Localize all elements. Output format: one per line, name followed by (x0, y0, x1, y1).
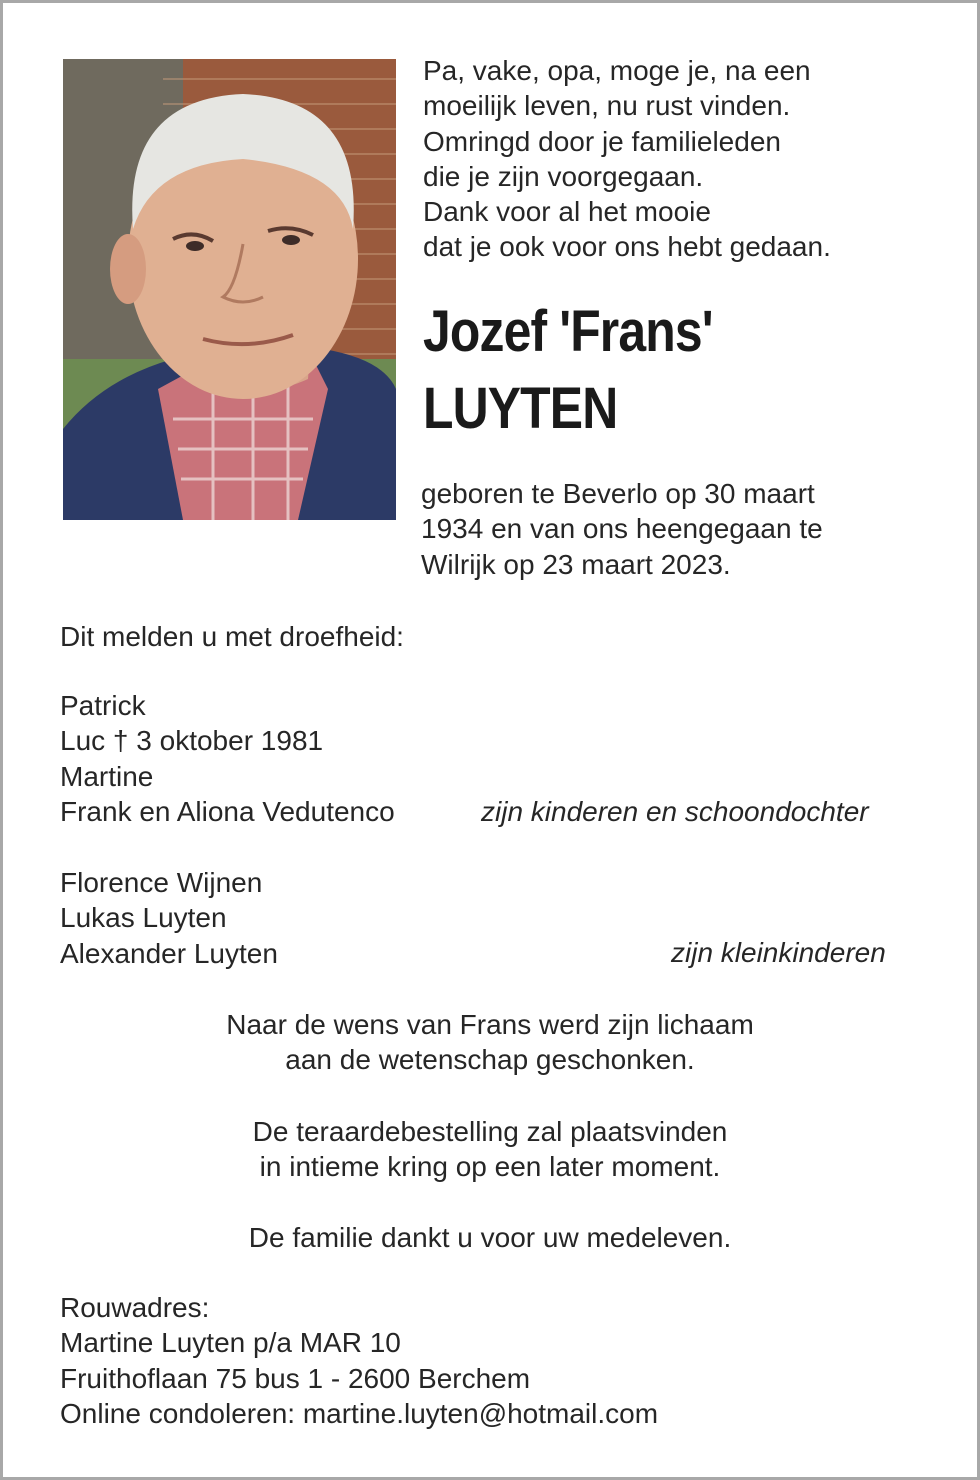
announcement: Dit melden u met droefheid: (60, 621, 404, 652)
notice-line: De teraardebestelling zal plaatsvinden (252, 1116, 728, 1147)
poem-line: Omringd door je familieleden (423, 125, 781, 157)
birth-line: 1934 en van ons heengegaan te (421, 513, 823, 545)
body-donation-notice (0, 1007, 980, 1078)
deceased-last-name: LUYTEN (423, 376, 618, 441)
thanks-notice (0, 1220, 980, 1255)
child-name: Frank en Aliona Vedutenco (60, 795, 395, 827)
children-role: zijn kinderen en schoondochter (481, 796, 869, 827)
grandchildren-role: zijn kleinkinderen (671, 937, 886, 968)
grandchild-name: Florence Wijnen (60, 867, 263, 898)
grandchild-name: Lukas Luyten (60, 902, 227, 934)
notice-line: Naar de wens van Frans werd zijn lichaam (226, 1009, 754, 1040)
grandchildren-list (60, 865, 278, 971)
child-name: Luc † 3 oktober 1981 (60, 725, 324, 757)
grandchild-name: Alexander Luyten (60, 937, 278, 969)
birth-line: Wilrijk op 23 maart 2023. (421, 548, 731, 580)
burial-notice (0, 1114, 980, 1185)
poem-line: dat je ook voor ons hebt gedaan. (423, 231, 831, 263)
notice-line: in intieme kring op een later moment. (259, 1151, 721, 1183)
address-street: Fruithoflaan 75 bus 1 - 2600 Berchem (60, 1362, 531, 1394)
poem-line: moeilijk leven, nu rust vinden. (423, 90, 791, 122)
poem (423, 53, 943, 265)
children-list (60, 688, 395, 829)
online-condolence: Online condoleren: martine.luyten@hotmail.com (60, 1397, 659, 1429)
address-recipient: Martine Luyten p/a MAR 10 (60, 1327, 401, 1359)
birth-death-info (421, 476, 941, 582)
notice-line: aan de wetenschap geschonken. (285, 1044, 695, 1076)
poem-line: Pa, vake, opa, moge je, na een (423, 55, 811, 86)
birth-line: geboren te Beverlo op 30 maart (421, 478, 815, 509)
poem-line: die je zijn voorgegaan. (423, 160, 704, 192)
mourning-address (60, 1290, 658, 1431)
child-name: Martine (60, 760, 154, 792)
portrait-photo (63, 59, 396, 520)
poem-line: Dank voor al het mooie (423, 196, 711, 228)
address-label: Rouwadres: (60, 1292, 210, 1323)
deceased-first-name: Jozef 'Frans' (423, 299, 713, 364)
notice-line: De familie dankt u voor uw medeleven. (248, 1222, 732, 1253)
child-name: Patrick (60, 690, 146, 721)
